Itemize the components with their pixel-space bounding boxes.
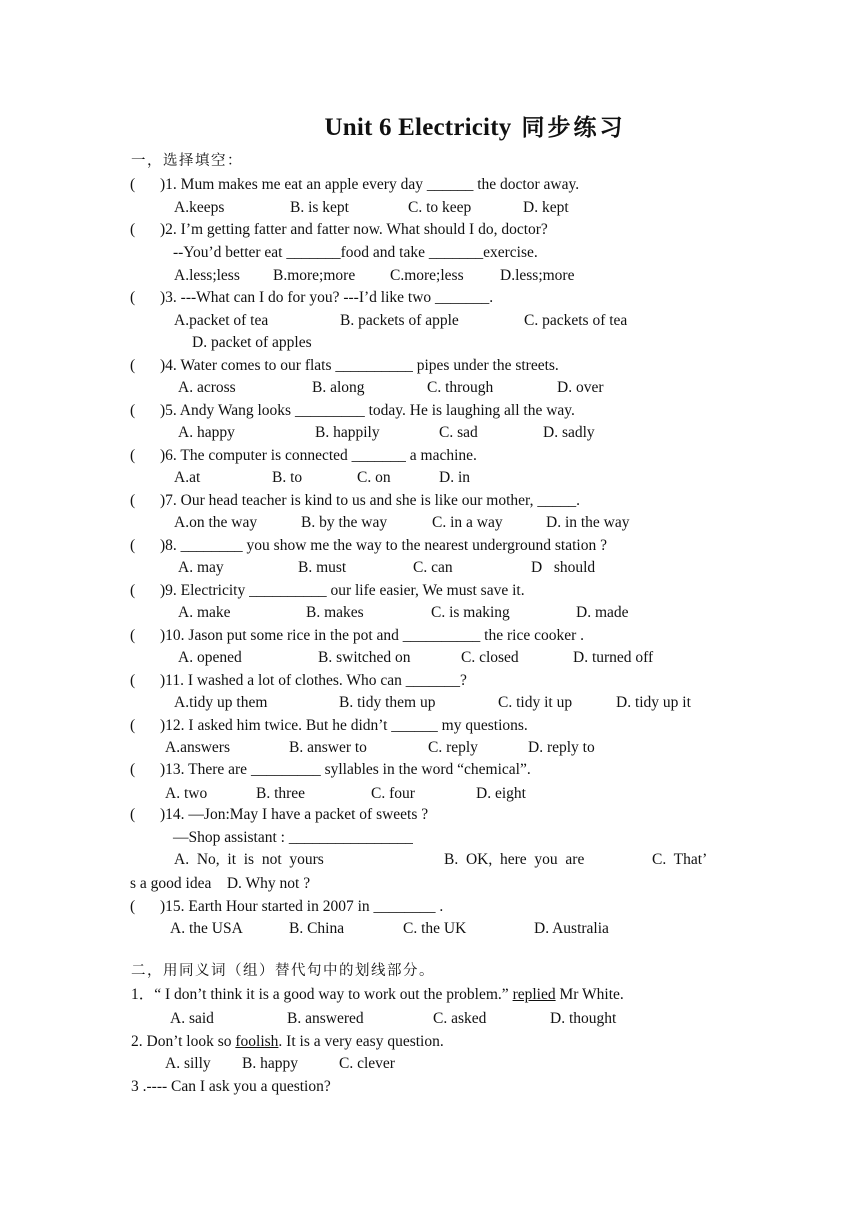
answer-bracket: ( xyxy=(130,221,136,238)
answer-bracket: ( xyxy=(130,402,136,419)
option: A. across xyxy=(178,379,236,396)
question-text: )9. Electricity __________ our life easier, We must save it. xyxy=(160,582,525,599)
question-text: )15. Earth Hour started in 2007 in ________ . xyxy=(160,898,444,915)
option: C. is making xyxy=(431,604,510,621)
option: A.less;less xyxy=(174,267,240,284)
sentence-text: 1．“ I don’t think it is a good way to work out the problem.” xyxy=(131,986,509,1003)
option: B. three xyxy=(256,785,306,802)
option: B. along xyxy=(312,379,365,396)
answer-bracket: ( xyxy=(130,176,136,193)
option: C. tidy it up xyxy=(498,694,573,711)
option: B. makes xyxy=(306,604,364,621)
option: D. tidy up it xyxy=(616,694,691,711)
option: A. opened xyxy=(178,649,242,666)
underlined-word: foolish xyxy=(235,1033,279,1050)
option: B. answer to xyxy=(289,739,367,756)
option: C. That’ xyxy=(652,851,708,868)
option: A. two xyxy=(165,785,208,802)
option: C. on xyxy=(357,469,391,486)
question-text: )11. I washed a lot of clothes. Who can _______? xyxy=(160,672,467,689)
option: A.on the way xyxy=(174,514,258,531)
option: C. reply xyxy=(428,739,478,756)
question-text: )1. Mum makes me eat an apple every day ______ the doctor away. xyxy=(160,176,580,193)
answer-bracket: ( xyxy=(130,537,136,554)
option: C. in a way xyxy=(432,514,503,531)
answer-bracket: ( xyxy=(130,582,136,599)
option: D. reply to xyxy=(528,739,595,756)
option: C. to keep xyxy=(408,199,472,216)
option: A.keeps xyxy=(174,199,225,216)
dialogue-line: —Shop assistant : ________________ xyxy=(173,829,413,846)
option: A. said xyxy=(170,1010,214,1027)
answer-bracket: ( xyxy=(130,717,136,734)
option: A.answers xyxy=(165,739,230,756)
option: D. sadly xyxy=(543,424,595,441)
option: B. to xyxy=(272,469,303,486)
title-english: Unit 6 Electricity xyxy=(324,114,512,141)
option: B. OK, here you are xyxy=(444,851,585,868)
option: D. thought xyxy=(550,1010,617,1027)
question-text: )8. ________ you show me the way to the nearest underground station ? xyxy=(160,537,607,554)
synonym-question xyxy=(131,985,624,1005)
page-title xyxy=(0,112,860,144)
option: B. switched on xyxy=(318,649,411,666)
option: C. asked xyxy=(433,1010,487,1027)
option: B. tidy them up xyxy=(339,694,436,711)
sentence-text: 3 .---- Can I ask you a question? xyxy=(131,1078,331,1095)
question-text: )13. There are _________ syllables in the word “chemical”. xyxy=(160,761,531,778)
option: B. answered xyxy=(287,1010,364,1027)
answer-bracket: ( xyxy=(130,672,136,689)
option: C. closed xyxy=(461,649,519,666)
option: s a good idea D. Why not ? xyxy=(130,875,311,892)
question-text: )10. Jason put some rice in the pot and __________ the rice cooker . xyxy=(160,627,584,644)
option: C. through xyxy=(427,379,494,396)
answer-bracket: ( xyxy=(130,898,136,915)
option: B. must xyxy=(298,559,347,576)
option: B.more;more xyxy=(273,267,356,284)
option: C. can xyxy=(413,559,453,576)
option: A. make xyxy=(178,604,231,621)
synonym-question xyxy=(131,1032,444,1052)
option: D. made xyxy=(576,604,629,621)
question-text: )7. Our head teacher is kind to us and she is like our mother, _____. xyxy=(160,492,580,509)
question-text: )14. —Jon:May I have a packet of sweets ? xyxy=(160,806,429,823)
answer-bracket: ( xyxy=(130,627,136,644)
option: D should xyxy=(531,559,596,576)
question-text: )2. I’m getting fatter and fatter now. What should I do, doctor? xyxy=(160,221,548,238)
question-text: )5. Andy Wang looks _________ today. He is laughing all the way. xyxy=(160,402,575,419)
option: B. is kept xyxy=(290,199,349,216)
option: A. silly xyxy=(165,1055,211,1072)
option: B. China xyxy=(289,920,345,937)
option: D. turned off xyxy=(573,649,654,666)
option: A.tidy up them xyxy=(174,694,268,711)
underlined-word: replied xyxy=(512,986,556,1003)
option: C. four xyxy=(371,785,415,802)
question-text: )12. I asked him twice. But he didn’t ______ my questions. xyxy=(160,717,528,734)
option: D.less;more xyxy=(500,267,575,284)
sentence-text: 2. Don’t look so xyxy=(131,1033,236,1050)
option: C. clever xyxy=(339,1055,395,1072)
option: A.at xyxy=(174,469,201,486)
dialogue-line: --You’d better eat _______food and take _______exercise. xyxy=(173,244,538,261)
option: B. by the way xyxy=(301,514,388,531)
answer-bracket: ( xyxy=(130,357,136,374)
section-heading: 一，选择填空： xyxy=(131,153,243,169)
option: D. Australia xyxy=(534,920,609,937)
option: D. in the way xyxy=(546,514,630,531)
question-text: )4. Water comes to our flats __________ pipes under the streets. xyxy=(160,357,559,374)
option: D. in xyxy=(439,469,470,486)
option: C. the UK xyxy=(403,920,467,937)
option: D. eight xyxy=(476,785,526,802)
answer-bracket: ( xyxy=(130,289,136,306)
option: B. packets of apple xyxy=(340,312,459,329)
option: D. over xyxy=(557,379,604,396)
section-heading: 二，用同义词（组）替代句中的划线部分。 xyxy=(131,963,435,979)
title-chinese: 同步练习 xyxy=(521,115,626,141)
question-text: )6. The computer is connected _______ a machine. xyxy=(160,447,477,464)
option: D. packet of apples xyxy=(192,334,312,351)
answer-bracket: ( xyxy=(130,447,136,464)
option: B. happily xyxy=(315,424,380,441)
question-text: )3. ---What can I do for you? ---I’d like two _______. xyxy=(160,289,494,306)
option: D. kept xyxy=(523,199,569,216)
option: C. sad xyxy=(439,424,478,441)
answer-bracket: ( xyxy=(130,492,136,509)
option: A. No, it is not yours xyxy=(174,851,324,868)
option: C.more;less xyxy=(390,267,464,284)
answer-bracket: ( xyxy=(130,761,136,778)
answer-bracket: ( xyxy=(130,806,136,823)
option: C. packets of tea xyxy=(524,312,628,329)
option: A. happy xyxy=(178,424,235,441)
option: A.packet of tea xyxy=(174,312,269,329)
sentence-text: Mr White. xyxy=(555,986,624,1003)
sentence-text: . It is a very easy question. xyxy=(278,1033,444,1050)
option: A. the USA xyxy=(170,920,243,937)
option: A. may xyxy=(178,559,224,576)
option: B. happy xyxy=(242,1055,298,1072)
synonym-question xyxy=(131,1077,331,1097)
